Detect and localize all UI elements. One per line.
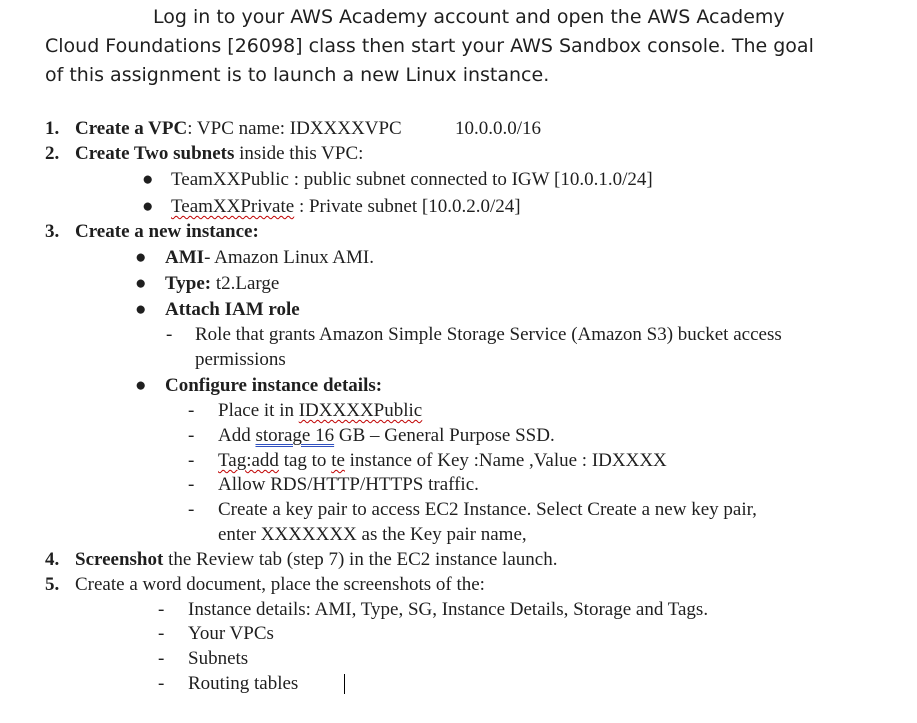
tag-mid: tag to [278, 450, 332, 471]
tag-te: te [331, 450, 345, 471]
iam-label: Attach IAM role [165, 299, 300, 320]
step-3-number: 3. [45, 221, 60, 242]
instance-type [165, 273, 279, 295]
dash-icon: - [166, 324, 173, 345]
instance-config [165, 375, 382, 397]
step-2-detail: inside this VPC: [234, 143, 364, 164]
screenshot-item: Instance details: AMI, Type, SG, Instance Details, Storage and Tags. [188, 599, 709, 620]
step-2-title: Create Two subnets [75, 143, 235, 164]
step-4-text [75, 549, 557, 571]
dash-icon: - [158, 648, 165, 669]
dash-icon: - [188, 400, 195, 421]
bullet-icon: ● [135, 273, 147, 294]
step-3-title: Create a new instance: [75, 221, 259, 242]
bullet-icon: ● [135, 247, 147, 268]
config-storage [218, 425, 555, 447]
subnet-public-detail: : public subnet connected to IGW [10.0.1.0/24] [288, 169, 653, 190]
dash-icon: - [158, 599, 165, 620]
dash-icon: - [158, 623, 165, 644]
storage-word: storage 16 [255, 425, 335, 446]
subnet-public-name: TeamXXPublic [171, 169, 289, 190]
intro-line-1: Log in to your AWS Academy account and open the AWS Academy [153, 6, 785, 28]
screenshot-item: Routing tables [188, 673, 299, 694]
place-subnet: IDXXXXPublic [298, 400, 423, 421]
step-2-text [75, 143, 363, 165]
config-allow: Allow RDS/HTTP/HTTPS traffic. [218, 474, 479, 495]
storage-prefix: Add [218, 425, 256, 446]
intro-line-2: Cloud Foundations [26098] class then start your AWS Sandbox console. The goal [45, 35, 814, 57]
step-4-title: Screenshot [75, 549, 164, 570]
bullet-icon: ● [142, 169, 154, 190]
storage-rest: GB – General Purpose SSD. [334, 425, 555, 446]
place-prefix: Place it in [218, 400, 299, 421]
dash-icon: - [158, 673, 165, 694]
step-4-detail: the Review tab (step 7) in the EC2 instance launch. [163, 549, 558, 570]
config-key-line-2: enter XXXXXXX as the Key pair name, [218, 524, 527, 545]
config-place [218, 400, 422, 422]
iam-line-1: Role that grants Amazon Simple Storage Service (Amazon S3) bucket access [195, 324, 782, 345]
subnet-item-public [171, 169, 653, 191]
step-1-title: Create a VPC [75, 118, 188, 139]
instance-ami [165, 247, 374, 269]
step-3-text [75, 221, 259, 243]
tag-word: Tag:add [218, 450, 279, 471]
step-1-detail: : VPC name: IDXXXXVPC [187, 118, 402, 139]
config-label: Configure instance details: [165, 375, 383, 396]
ami-label: AMI [165, 247, 205, 268]
screenshot-item: Your VPCs [188, 623, 274, 644]
ami-value: - Amazon Linux AMI. [204, 247, 374, 268]
type-value: t2.Large [211, 273, 280, 294]
dash-icon: - [188, 425, 195, 446]
step-2-number: 2. [45, 143, 60, 164]
bullet-icon: ● [135, 299, 147, 320]
subnet-private-name: TeamXXPrivate [171, 196, 295, 217]
step-1-text [75, 118, 402, 140]
instance-iam [165, 299, 300, 321]
type-label: Type: [165, 273, 212, 294]
subnet-item-private [171, 196, 521, 218]
step-1-cidr: 10.0.0.0/16 [455, 118, 542, 139]
dash-icon: - [188, 474, 195, 495]
screenshot-item: Subnets [188, 648, 249, 669]
step-5-number: 5. [45, 574, 60, 595]
text-cursor [344, 674, 345, 694]
config-key-line-1: Create a key pair to access EC2 Instance. Select Create a new key pair, [218, 499, 757, 520]
intro-line-3: of this assignment is to launch a new Linux instance. [45, 64, 550, 86]
tag-rest: instance of Key :Name ,Value : IDXXXX [344, 450, 667, 471]
dash-icon: - [188, 499, 195, 520]
step-5-text: Create a word document, place the screenshots of the: [75, 574, 485, 595]
bullet-icon: ● [135, 375, 147, 396]
subnet-private-detail: : Private subnet [10.0.2.0/24] [294, 196, 521, 217]
dash-icon: - [188, 450, 195, 471]
step-4-number: 4. [45, 549, 60, 570]
config-tag [218, 450, 667, 472]
iam-line-2: permissions [195, 349, 286, 370]
step-1-number: 1. [45, 118, 60, 139]
bullet-icon: ● [142, 196, 154, 217]
